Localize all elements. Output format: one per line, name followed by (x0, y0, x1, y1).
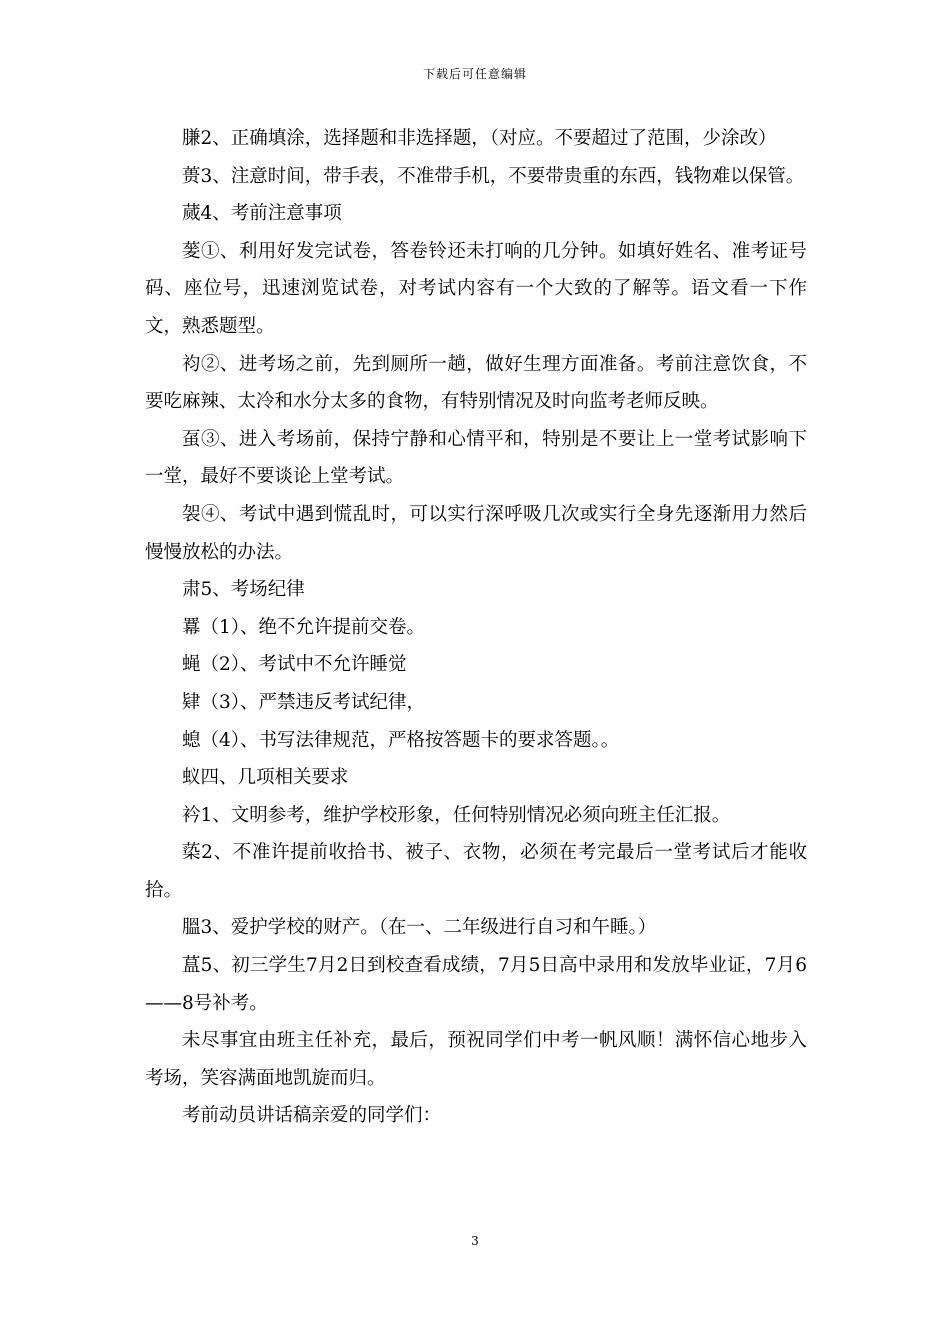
paragraph: 膁2、正确填涂，选择题和非选择题，（对应。不要超过了范围，少涂改） (182, 128, 777, 149)
paragraph: 袈④、考试中遇到慌乱时，可以实行深呼吸几次或实行全身先逐渐用力然后慢慢放松的办法。 (145, 503, 807, 563)
paragraph: 袀②、进考场之前，先到厕所一趟，做好生理方面准备。考前注意饮食，不要吃麻辣、太冷和水分太多的食物，有特别情况及时向监考老师反映。 (145, 353, 807, 413)
paragraph: 螅（4）、书写法律规范，严格按答题卡的要求答题。。 (182, 729, 620, 751)
paragraph: 蒀5、初三学生7月2日到校查看成绩，7月5日高中录用和发放毕业证，7月6——8号补考。 (145, 955, 807, 1014)
paragraph: 膃3、爱护学校的财产。（在一、二年级进行自习和午睡。） (182, 917, 657, 939)
paragraph: 蚁四、几项相关要求 (182, 767, 349, 789)
page-header: 下载后可任意编辑 (422, 67, 527, 81)
paragraph: 肃5、考场纪律 (182, 579, 305, 601)
paragraph: 蒅2、不准许提前收拾书、被子、衣物，必须在考完最后一堂考试后才能收拾。 (145, 842, 807, 901)
paragraph: 考前动员讲话稿亲爱的同学们： (182, 1105, 442, 1127)
paragraph: 羃（1）、绝不允许提前交卷。 (182, 616, 426, 638)
page-number: 3 (471, 1234, 479, 1248)
paragraph: 未尽事宜由班主任补充，最后，预祝同学们中考一帆风顺！满怀信心地步入考场，笑容满面地凯旋而归。 (145, 1030, 807, 1089)
paragraph: 肄（3）、严禁违反考试纪律， (182, 691, 426, 713)
paragraph: 蒇4、考前注意事项 (182, 203, 342, 225)
paragraph: 虿③、进入考场前，保持宁静和心情平和，特别是不要让上一堂考试影响下一堂，最好不要谈论上堂考试。 (145, 428, 807, 488)
paragraph: 蓌①、利用好发完试卷，答卷铃还未打响的几分钟。如填好姓名、准考证号码、座位号，迅速浏览试卷，对考试内容有一个大致的了解等。语文看一下作文，熟悉题型。 (145, 240, 807, 337)
paragraph: 蝇（2）、考试中不允许睡觉 (182, 654, 407, 676)
paragraph: 衿1、文明参考，维护学校形象，任何特别情况必须向班主任汇报。 (182, 804, 731, 826)
paragraph: 蒉3、注意时间，带手表，不准带手机，不要带贵重的东西，钱物难以保管。 (182, 165, 805, 187)
document-body (145, 120, 807, 1135)
